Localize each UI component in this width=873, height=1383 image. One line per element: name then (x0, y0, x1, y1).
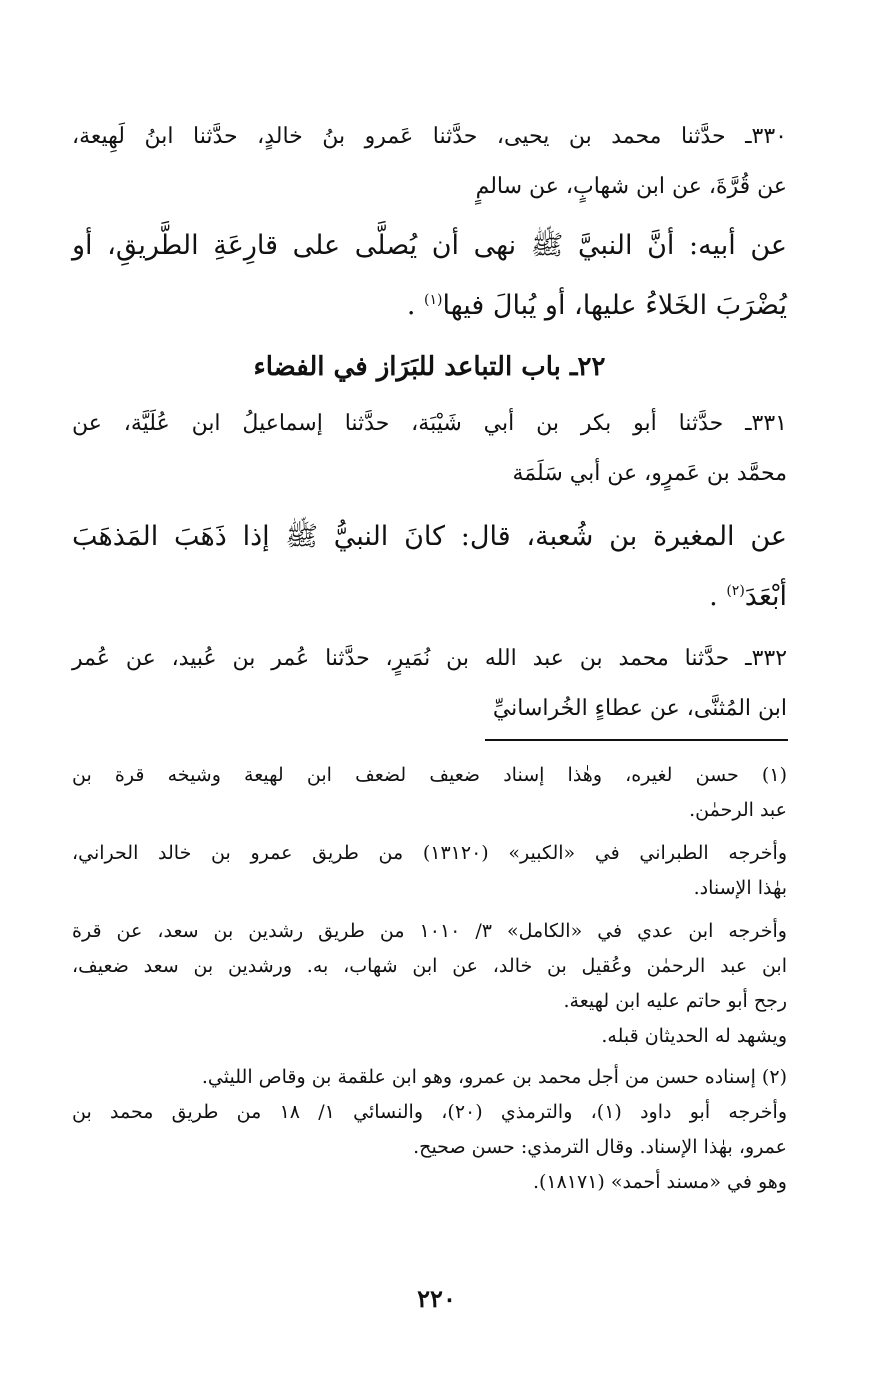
hadith-330-isnad-line: ٣٣٠ـ حدَّثنا محمد بن يحيى، حدَّثنا عَمرو بنُ خالدٍ، حدَّثنا ابنُ لَهِيعة، (72, 124, 787, 149)
hadith-330 (72, 112, 787, 333)
end-mark: . (406, 290, 416, 321)
hadith-330-isnad-line: عن قُرَّةَ، عن ابن شهابٍ، عن سالمٍ (475, 174, 787, 199)
footnote-line: وهو في «مسند أحمد» (١٨١٧١). (532, 1171, 787, 1193)
footnote-line: (١) حسن لغيره، وهٰذا إسناد ضعيف لضعف ابن لهيعة وشيخه قرة بن (72, 764, 787, 786)
hadith-332-isnad-line: ابن المُثنَّى، عن عطاءٍ الخُراسانيِّ (492, 696, 787, 721)
footnote-line: وأخرجه الطبراني في «الكبير» (١٣١٢٠) من طريق عمرو بن خالد الحراني، (72, 842, 787, 864)
footnote-line: (٢) إسناده حسن من أجل محمد بن عمرو، وهو ابن علقمة بن وقاص الليثي. (201, 1066, 787, 1088)
end-mark: . (709, 581, 718, 612)
footnotes (72, 758, 787, 1200)
footnote-line: عبد الرحمٰن. (689, 799, 787, 821)
hadith-332-isnad-line: ٣٣٢ـ حدَّثنا محمد بن عبد الله بن نُمَيرٍ، حدَّثنا عُمر بن عُبيد، عن عُمر (72, 646, 788, 671)
footnote-line: بهٰذا الإسناد. (693, 877, 787, 899)
footnote-separator (485, 739, 788, 741)
matn-text: يُضْرَبَ الخَلاءُ عليها، أو يُبالَ فيها (442, 290, 787, 321)
main-text (72, 112, 787, 734)
hadith-332 (72, 634, 787, 734)
footnote-line: وأخرجه ابن عدي في «الكامل» ٣/ ١٠١٠ من طريق رشدين بن سعد، عن قرة (72, 920, 787, 942)
footnote-line: ابن عبد الرحمٰن وعُقيل بن خالد، عن ابن شهاب، به. ورشدين بن سعد ضعيف، (72, 955, 787, 977)
hadith-331-isnad-line: محمَّد بن عَمرٍو، عن أبي سَلَمَة (512, 461, 787, 486)
footnote-line: ويشهد له الحديثان قبله. (601, 1025, 787, 1047)
hadith-331 (72, 399, 787, 624)
chapter-title: ٢٢ـ باب التباعد للبَرَاز في الفضاء (253, 352, 606, 382)
footnote-line: عمرو، بهٰذا الإسناد. وقال الترمذي: حسن صحيح. (413, 1136, 787, 1158)
hadith-330-matn-line: عن أبيه: أنَّ النبيَّ ﷺ نهى أن يُصلَّى على قارِعَةِ الطَّريقِ، أو (72, 230, 787, 261)
footnote-line: رجح أبو حاتم عليه ابن لهيعة. (563, 990, 787, 1012)
matn-text: أبْعَدَ (744, 581, 787, 612)
footnote-ref-1: (١) (424, 292, 443, 308)
hadith-331-isnad-line: ٣٣١ـ حدَّثنا أبو بكر بن أبي شَيْبَة، حدَّثنا إسماعيلُ ابن عُلَيَّة، عن (72, 411, 787, 436)
page-number: ٢٢٠ (417, 1284, 456, 1313)
hadith-331-matn-line (72, 564, 787, 624)
footnote-ref-2: (٢) (726, 583, 745, 599)
hadith-331-matn-line: عن المغيرة بن شُعبة، قال: كانَ النبيُّ ﷺ إذا ذَهَبَ المَذهَبَ (72, 521, 787, 552)
hadith-330-matn-line (72, 273, 787, 333)
footnote-line: وأخرجه أبو داود (١)، والترمذي (٢٠)، والنسائي ١/ ١٨ من طريق محمد بن (72, 1101, 787, 1123)
